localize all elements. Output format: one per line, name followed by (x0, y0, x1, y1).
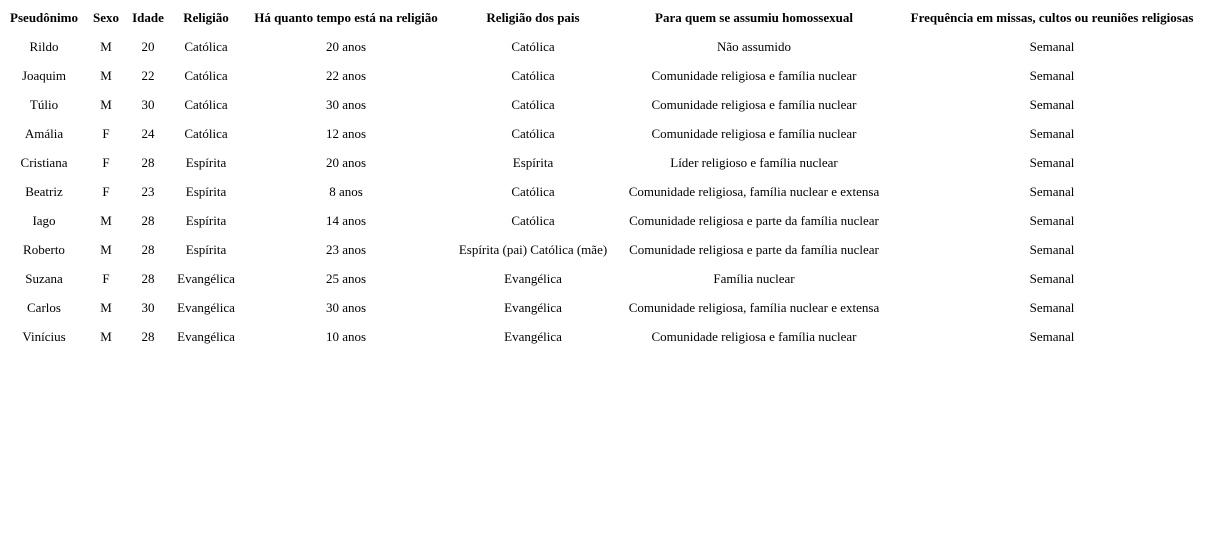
cell-assumiu: Comunidade religiosa e parte da família nuclear (629, 212, 879, 228)
cell-frequencia: Semanal (1029, 270, 1075, 286)
cell-religiao: Espírita (185, 154, 227, 170)
cell-assumiu: Comunidade religiosa e família nuclear (651, 67, 857, 83)
cell-religiao-pais: Evangélica (504, 270, 562, 286)
header-frequencia: Frequência em missas, cultos ou reuniões religiosas (910, 9, 1194, 25)
cell-assumiu: Comunidade religiosa e família nuclear (651, 125, 857, 141)
cell-religiao: Espírita (185, 241, 227, 257)
cell-sexo: M (100, 212, 112, 228)
cell-pseudonimo: Túlio (29, 96, 59, 112)
cell-religiao: Católica (184, 67, 228, 83)
cell-tempo-religiao: 25 anos (325, 270, 367, 286)
cell-frequencia: Semanal (1029, 96, 1075, 112)
cell-tempo-religiao: 8 anos (329, 183, 363, 199)
cell-religiao: Espírita (185, 212, 227, 228)
table-row (4, 207, 1212, 234)
cell-sexo: M (100, 299, 112, 315)
header-assumiu: Para quem se assumiu homossexual (655, 9, 853, 25)
cell-religiao-pais: Católica (511, 67, 555, 83)
table-body (4, 33, 1212, 350)
cell-pseudonimo: Carlos (27, 299, 61, 315)
cell-assumiu: Líder religioso e família nuclear (670, 154, 838, 170)
cell-tempo-religiao: 20 anos (325, 38, 367, 54)
cell-pseudonimo: Vinícius (22, 328, 66, 344)
table-header (4, 4, 1212, 31)
cell-idade: 28 (141, 212, 155, 228)
cell-assumiu: Não assumido (716, 38, 792, 54)
cell-assumiu: Comunidade religiosa e parte da família nuclear (629, 241, 879, 257)
cell-sexo: M (100, 38, 112, 54)
cell-sexo: M (100, 96, 112, 112)
table-row (4, 62, 1212, 89)
cell-pseudonimo: Joaquim (21, 67, 67, 83)
cell-pseudonimo: Cristiana (20, 154, 68, 170)
cell-assumiu: Família nuclear (713, 270, 795, 286)
cell-frequencia: Semanal (1029, 183, 1075, 199)
cell-assumiu: Comunidade religiosa, família nuclear e extensa (628, 299, 880, 315)
cell-sexo: F (102, 154, 110, 170)
cell-religiao: Evangélica (177, 270, 235, 286)
cell-religiao: Católica (184, 125, 228, 141)
cell-idade: 23 (141, 183, 155, 199)
cell-idade: 28 (141, 154, 155, 170)
cell-tempo-religiao: 12 anos (325, 125, 367, 141)
cell-tempo-religiao: 30 anos (325, 299, 367, 315)
participants-table (2, 2, 1214, 352)
cell-religiao: Evangélica (177, 328, 235, 344)
cell-idade: 24 (141, 125, 155, 141)
cell-assumiu: Comunidade religiosa e família nuclear (651, 96, 857, 112)
cell-pseudonimo: Rildo (29, 38, 59, 54)
header-pseudonimo: Pseudônimo (10, 9, 78, 25)
cell-sexo: M (100, 67, 112, 83)
cell-frequencia: Semanal (1029, 154, 1075, 170)
table-row (4, 236, 1212, 263)
cell-pseudonimo: Amália (24, 125, 64, 141)
cell-tempo-religiao: 23 anos (325, 241, 367, 257)
cell-religiao-pais: Evangélica (504, 328, 562, 344)
header-idade: Idade (132, 9, 164, 25)
cell-religiao-pais: Católica (511, 38, 555, 54)
table-row (4, 33, 1212, 60)
cell-frequencia: Semanal (1029, 299, 1075, 315)
cell-idade: 22 (141, 67, 155, 83)
cell-religiao-pais: Católica (511, 183, 555, 199)
cell-frequencia: Semanal (1029, 241, 1075, 257)
table-row (4, 294, 1212, 321)
cell-idade: 20 (141, 38, 155, 54)
cell-religiao: Católica (184, 96, 228, 112)
table-row (4, 323, 1212, 350)
cell-tempo-religiao: 30 anos (325, 96, 367, 112)
cell-tempo-religiao: 10 anos (325, 328, 367, 344)
table-row (4, 91, 1212, 118)
header-row (4, 4, 1212, 31)
cell-assumiu: Comunidade religiosa, família nuclear e extensa (628, 183, 880, 199)
cell-religiao-pais: Católica (511, 96, 555, 112)
cell-idade: 28 (141, 270, 155, 286)
table-row (4, 178, 1212, 205)
table-row (4, 120, 1212, 147)
header-religiao-pais: Religião dos pais (486, 9, 580, 25)
cell-idade: 28 (141, 328, 155, 344)
cell-pseudonimo: Beatriz (25, 183, 63, 199)
header-tempo-religiao: Há quanto tempo está na religião (254, 9, 438, 25)
cell-sexo: M (100, 241, 112, 257)
table-row (4, 265, 1212, 292)
cell-religiao: Evangélica (177, 299, 235, 315)
cell-tempo-religiao: 14 anos (325, 212, 367, 228)
cell-religiao: Espírita (185, 183, 227, 199)
cell-idade: 30 (141, 299, 155, 315)
cell-religiao: Católica (184, 38, 228, 54)
cell-religiao-pais: Espírita (pai) Católica (mãe) (458, 241, 608, 257)
cell-tempo-religiao: 20 anos (325, 154, 367, 170)
header-sexo: Sexo (93, 9, 119, 25)
cell-pseudonimo: Roberto (23, 241, 65, 257)
cell-idade: 30 (141, 96, 155, 112)
table-row (4, 149, 1212, 176)
cell-sexo: F (102, 270, 110, 286)
cell-frequencia: Semanal (1029, 38, 1075, 54)
cell-frequencia: Semanal (1029, 212, 1075, 228)
cell-sexo: M (100, 328, 112, 344)
cell-frequencia: Semanal (1029, 67, 1075, 83)
cell-religiao-pais: Espírita (512, 154, 554, 170)
header-religiao: Religião (183, 9, 229, 25)
cell-assumiu: Comunidade religiosa e família nuclear (651, 328, 857, 344)
cell-religiao-pais: Evangélica (504, 299, 562, 315)
cell-idade: 28 (141, 241, 155, 257)
cell-pseudonimo: Suzana (25, 270, 63, 286)
cell-sexo: F (102, 125, 110, 141)
cell-pseudonimo: Iago (32, 212, 56, 228)
cell-religiao-pais: Católica (511, 125, 555, 141)
cell-sexo: F (102, 183, 110, 199)
cell-frequencia: Semanal (1029, 328, 1075, 344)
cell-tempo-religiao: 22 anos (325, 67, 367, 83)
cell-frequencia: Semanal (1029, 125, 1075, 141)
cell-religiao-pais: Católica (511, 212, 555, 228)
